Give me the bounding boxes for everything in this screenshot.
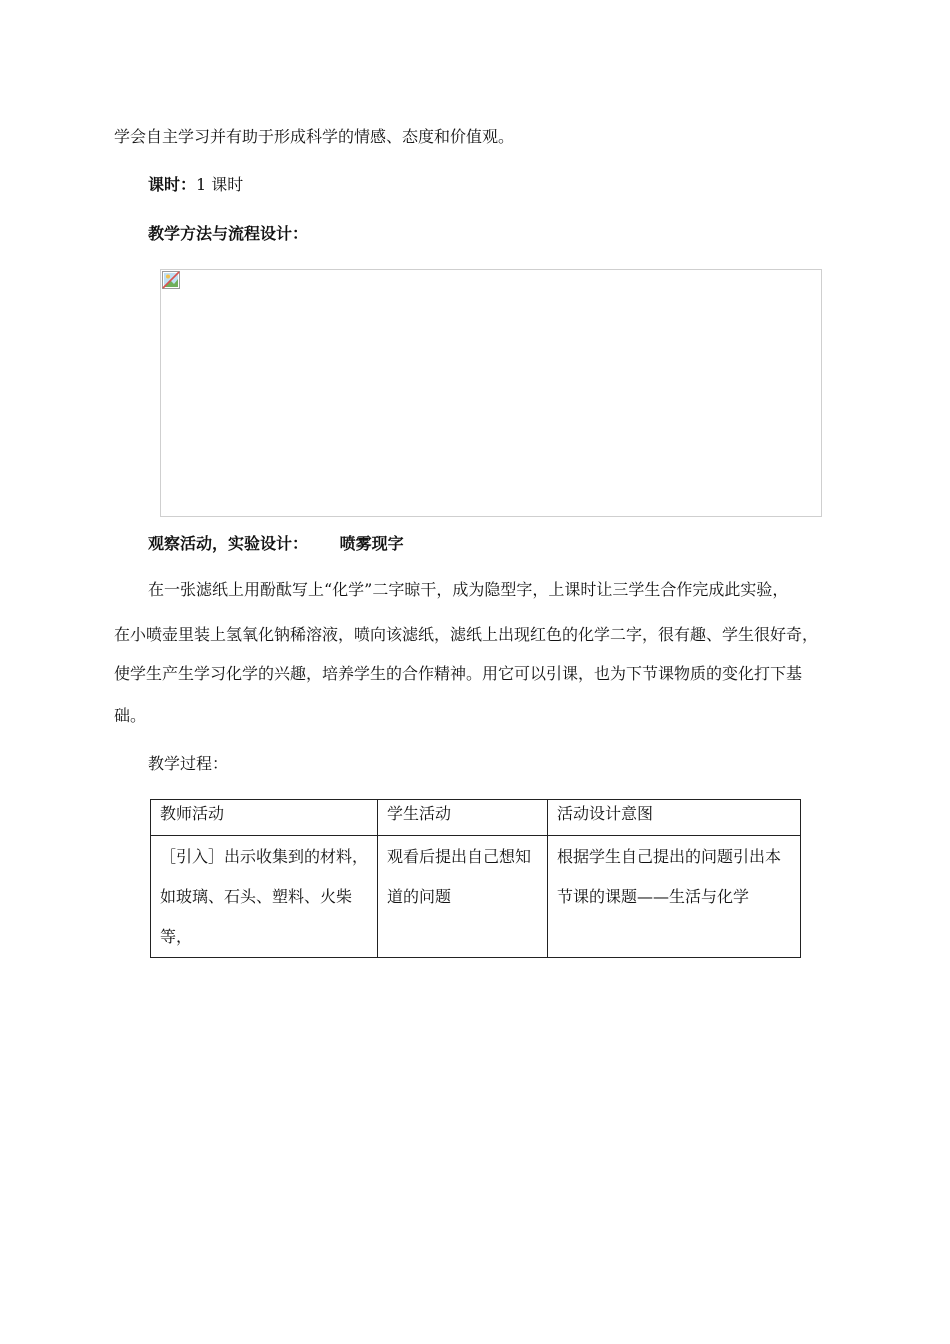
experiment-heading-label: 观察活动，实验设计： — [148, 534, 309, 553]
process-label: 教学过程： — [148, 754, 229, 773]
header-design-intent: 活动设计意图 — [548, 800, 801, 836]
paragraph-line-4: 础。 — [114, 706, 147, 725]
experiment-title: 喷雾现字 — [339, 534, 404, 553]
method-heading: 教学方法与流程设计： — [148, 224, 309, 243]
table-row — [151, 836, 801, 958]
cell-teacher-activity: ［引入］出示收集到的材料，如玻璃、石头、塑料、火柴等， — [151, 836, 378, 958]
intro-tail-text: 学会自主学习并有助于形成科学的情感、态度和价值观。 — [114, 127, 515, 146]
period-value: 1 课时 — [196, 175, 244, 194]
paragraph-line-3: 使学生产生学习化学的兴趣，培养学生的合作精神。用它可以引课，也为下节课物质的变化打下基 — [114, 664, 803, 683]
cell-design-intent: 根据学生自己提出的问题引出本节课的课题——生活与化学 — [548, 836, 801, 958]
paragraph-line-2: 在小喷壶里装上氢氧化钠稀溶液，喷向该滤纸，滤纸上出现红色的化学二字，很有趣、学生很好奇， — [114, 625, 819, 644]
cell-student-activity: 观看后提出自己想知道的问题 — [378, 836, 548, 958]
period-label: 课时： — [148, 175, 197, 194]
table-header-row — [151, 800, 801, 836]
broken-image-icon — [162, 271, 180, 289]
header-student-activity: 学生活动 — [378, 800, 548, 836]
flow-diagram-image — [160, 269, 822, 517]
period-line — [148, 175, 243, 195]
header-teacher-activity: 教师活动 — [151, 800, 378, 836]
teaching-process-table — [150, 799, 801, 958]
experiment-heading — [148, 534, 404, 554]
paragraph-line-1: 在一张滤纸上用酚酞写上“化学”二字晾干，成为隐型字，上课时让三学生合作完成此实验， — [148, 580, 789, 599]
